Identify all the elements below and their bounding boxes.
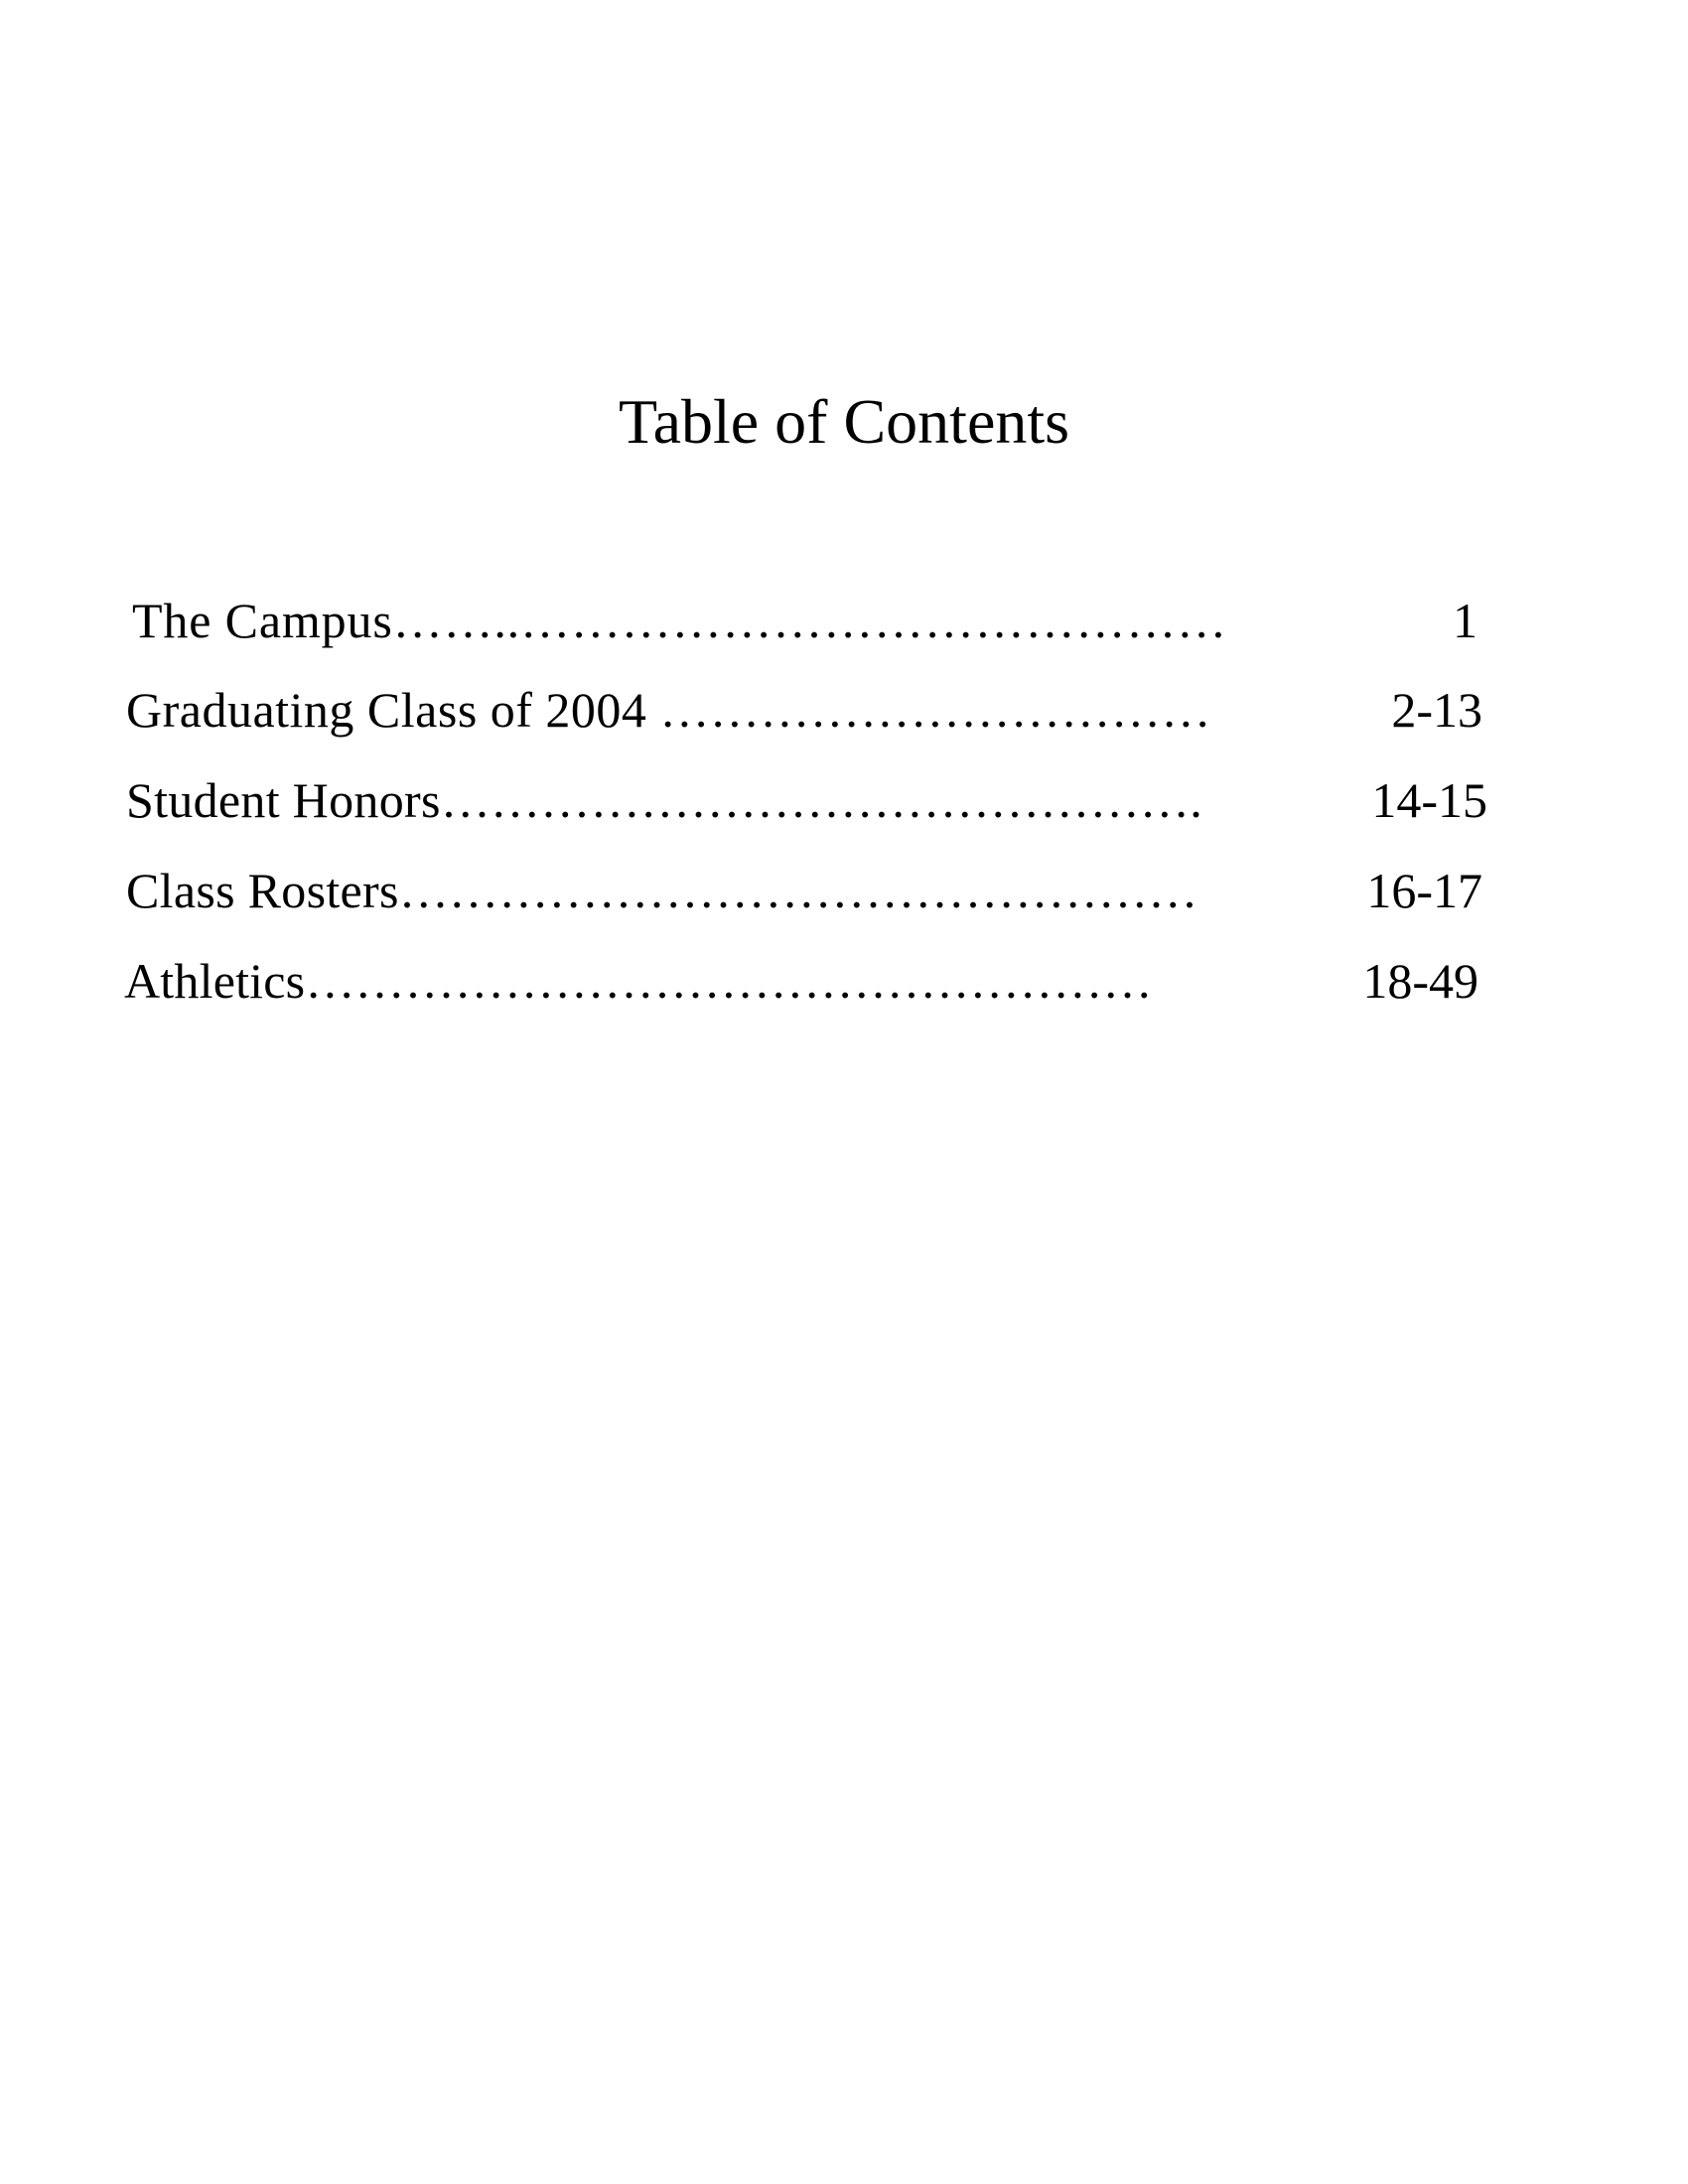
- toc-entry-page-number: 2-13: [1391, 682, 1482, 738]
- toc-entry-label: The Campus……..……………………………………: [132, 593, 1227, 648]
- toc-entry-label: Athletics……………………………………………: [124, 953, 1153, 1009]
- toc-entry-label: Graduating Class of 2004 ……………………………: [126, 682, 1211, 738]
- toc-entry-label: Class Rosters…………………………………………: [126, 863, 1198, 918]
- toc-entry-class-rosters: [0, 856, 1688, 925]
- toc-entry-label: Student Honors……………………………………….: [126, 772, 1202, 828]
- toc-entry-page-number: 14-15: [1371, 772, 1487, 828]
- toc-entry-athletics: [0, 946, 1688, 1016]
- toc-entry-student-honors: [0, 765, 1688, 835]
- toc-entry-the-campus: [0, 586, 1688, 655]
- page-title: Table of Contents: [618, 386, 1070, 457]
- toc-entry-graduating-class: [0, 675, 1688, 745]
- toc-entry-page-number: 18-49: [1362, 953, 1478, 1009]
- toc-entry-page-number: 16-17: [1366, 863, 1482, 918]
- toc-entry-page-number: 1: [1453, 593, 1477, 648]
